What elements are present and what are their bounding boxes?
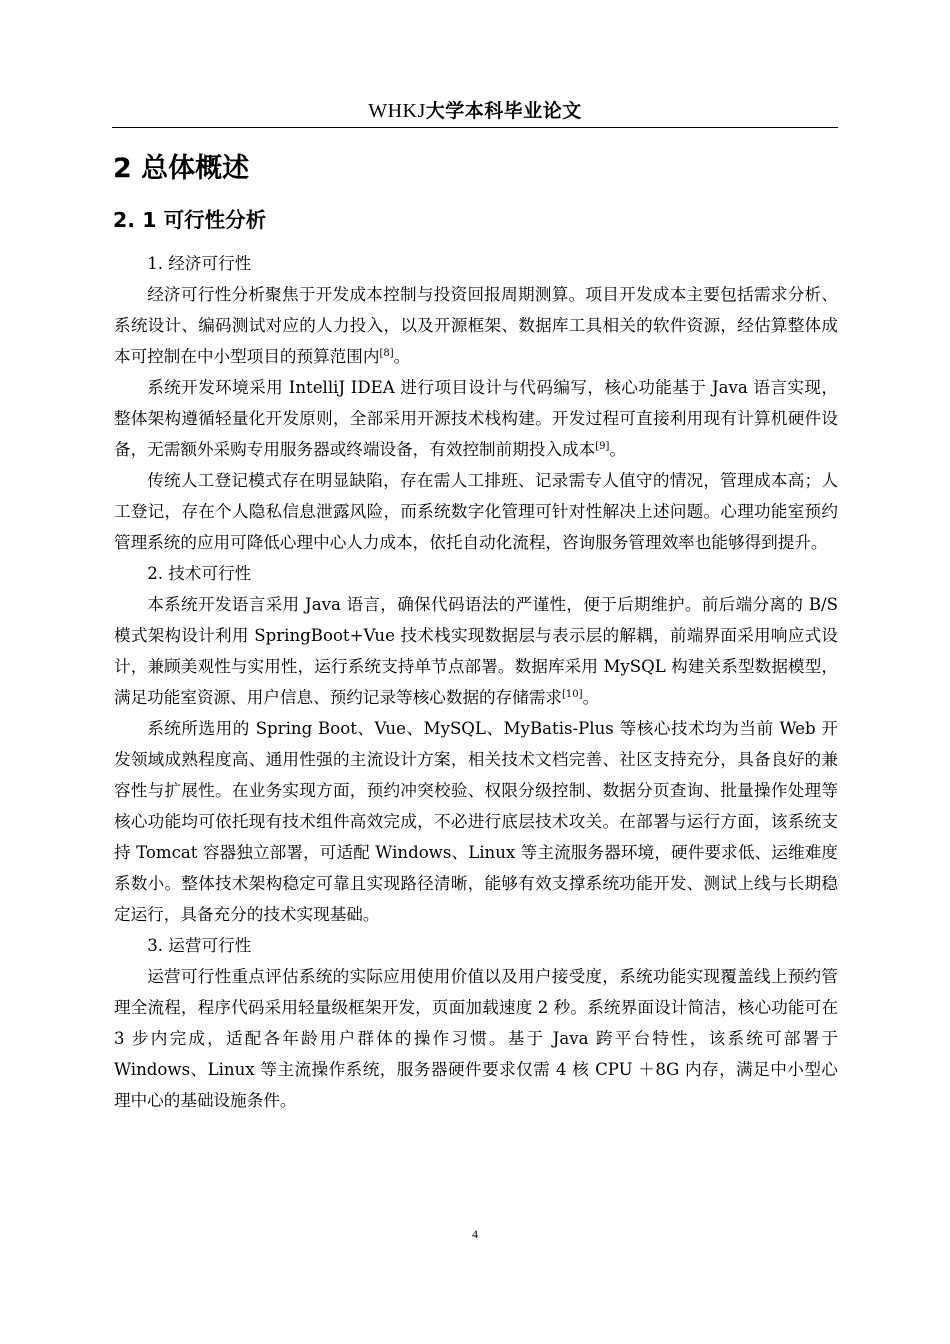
page-number: 4 <box>472 1227 478 1241</box>
section-title: 2. 1 可行性分析 <box>113 208 267 232</box>
citation: [8] <box>379 348 394 359</box>
chapter-title: 2 总体概述 <box>113 153 250 184</box>
header-rule <box>112 127 838 128</box>
citation: [9] <box>595 441 610 452</box>
paragraph: 经济可行性分析聚焦于开发成本控制与投资回报周期测算。项目开发成本主要包括需求分析、系统设计、编码测试对应的人力投入，以及开源框架、数据库工具相关的软件资源，经估算整体成本可控制在中小型项目的预算范围内[8]。 <box>114 285 838 366</box>
body-text <box>114 248 838 1116</box>
header-latin: WHKJ <box>368 100 426 122</box>
subsection-heading: 1. 经济可行性 <box>147 254 252 273</box>
header-title: 大学本科毕业论文 <box>425 100 582 122</box>
citation: [10] <box>562 689 583 700</box>
paragraph: 系统开发环境采用 IntelliJ IDEA 进行项目设计与代码编写，核心功能基于 Java 语言实现，整体架构遵循轻量化开发原则，全部采用开源技术栈构建。开发过程可直接利用现有计算机硬件设备，无需额外采购专用服务器或终端设备，有效控制前期投入成本[9]。 <box>114 378 838 459</box>
paragraph: 本系统开发语言采用 Java 语言，确保代码语法的严谨性，便于后期维护。前后端分离的 B/S 模式架构设计利用 SpringBoot+Vue 技术栈实现数据层与表示层的解耦，前端界面采用响应式设计，兼顾美观性与实用性，运行系统支持单节点部署。数据库采用 MySQL 构建关系型数据模型，满足功能室资源、用户信息、预约记录等核心数据的存储需求[10]。 <box>114 595 838 707</box>
paragraph: 传统人工登记模式存在明显缺陷，存在需人工排班、记录需专人值守的情况，管理成本高；人工登记，存在个人隐私信息泄露风险，而系统数字化管理可针对性解决上述问题。心理功能室预约管理系统的应用可降低心理中心人力成本，依托自动化流程，咨询服务管理效率也能够得到提升。 <box>114 471 838 552</box>
subsection-heading: 3. 运营可行性 <box>147 936 252 955</box>
paragraph: 系统所选用的 Spring Boot、Vue、MySQL、MyBatis-Plus 等核心技术均为当前 Web 开发领域成熟程度高、通用性强的主流设计方案，相关技术文档完善、社区支持充分，具备良好的兼容性与扩展性。在业务实现方面，预约冲突校验、权限分级控制、数据分页查询、批量操作处理等核心功能均可依托现有技术组件高效完成，不必进行底层技术攻关。在部署与运行方面，该系统支持 Tomcat 容器独立部署，可适配 Windows、Linux 等主流服务器环境，硬件要求低、运维难度系数小。整体技术架构稳定可靠且实现路径清晰，能够有效支撑系统功能开发、测试上线与长期稳定运行，具备充分的技术实现基础。 <box>114 719 838 924</box>
paragraph: 运营可行性重点评估系统的实际应用使用价值以及用户接受度，系统功能实现覆盖线上预约管理全流程，程序代码采用轻量级框架开发，页面加载速度 2 秒。系统界面设计简洁，核心功能可在 3 步内完成，适配各年龄用户群体的操作习惯。基于 Java 跨平台特性，该系统可部署于 Windows、Linux 等主流操作系统，服务器硬件要求仅需 4 核 CPU ＋8G 内存，满足中小型心理中心的基础设施条件。 <box>114 967 838 1110</box>
subsection-heading: 2. 技术可行性 <box>147 564 252 583</box>
running-header <box>0 96 950 123</box>
